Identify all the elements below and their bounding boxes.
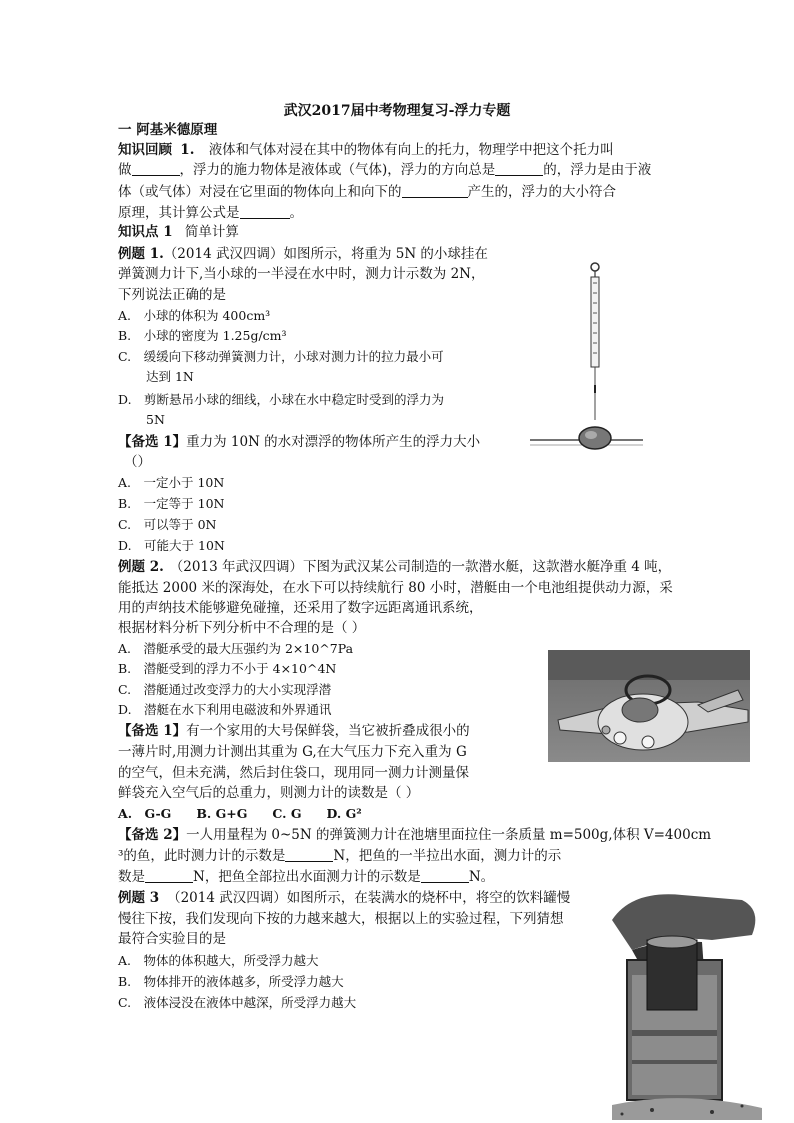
example-2-option-b: B. 潜艇受到的浮力不小于 4×10^4N	[118, 661, 337, 676]
blank	[240, 204, 290, 219]
backup-2-line-1: 【备选 1】有一个家用的大号保鲜袋，当它被折叠成很小的	[118, 723, 470, 739]
example-2-line-4: 根据材料分析下列分析中不合理的是（ ）	[118, 620, 366, 636]
backup-3-line-1: 【备选 2】一人用量程为 0~5N 的弹簧测力计在池塘里面拉住一条质量 m=500g,体积 V=400cm	[118, 827, 712, 843]
backup-1-option-c: C. 可以等于 0N	[118, 517, 217, 532]
blank	[285, 847, 333, 862]
blank	[132, 161, 180, 176]
example-3-line-1: 例题 3 （2014 武汉四调）如图所示，在装满水的烧杯中，将空的饮料罐慢	[118, 890, 571, 906]
example-2-option-a: A. 潜艇承受的最大压强约为 2×10^7Pa	[118, 641, 354, 656]
example-3-line-2: 慢往下按，我们发现向下按的力越来越大，根据以上的实验过程，下列猜想	[118, 911, 564, 927]
backup-1-line-2: （）	[124, 454, 151, 470]
backup-3-line-2: ³的鱼，此时测力计的示数是 N，把鱼的一半拉出水面，测力计的示	[118, 848, 562, 864]
backup-2-options: A. G-G B. G+G C. G D. G²	[118, 806, 362, 821]
backup-1-option-a: A. 一定小于 10N	[118, 475, 225, 490]
spring-scale-figure	[525, 255, 645, 470]
blank	[145, 868, 193, 883]
example-2-option-d: D. 潜艇在水下利用电磁波和外界通讯	[118, 702, 332, 717]
example-3-option-b: B. 物体排开的液体越多，所受浮力越大	[118, 974, 344, 989]
blank	[495, 161, 543, 176]
example-1-line-3: 下列说法正确的是	[118, 287, 226, 303]
review-line-1: 知识回顾 1. 液体和气体对浸在其中的物体有向上的托力，物理学中把这个托力叫	[118, 142, 614, 158]
submarine-photo	[548, 650, 750, 762]
example-1-option-d-cont: 5N	[146, 412, 165, 427]
blank	[421, 868, 469, 883]
example-1-option-b: B. 小球的密度为 1.25g/cm³	[118, 328, 287, 343]
blank	[402, 183, 468, 198]
example-2-line-3: 用的声纳技术能够避免碰撞，还采用了数字远距离通讯系统，	[118, 600, 483, 616]
review-line-2: 做 ，浮力的施力物体是液体或（气体)，浮力的方向总是 的，浮力是由于液	[118, 162, 652, 178]
example-3-option-a: A. 物体的体积越大，所受浮力越大	[118, 953, 319, 968]
page-title: 武汉2017届中考物理复习-浮力专题	[283, 103, 511, 119]
example-1-option-a: A. 小球的体积为 400cm³	[118, 308, 271, 323]
example-3-option-c: C. 液体浸没在液体中越深，所受浮力越大	[118, 995, 357, 1010]
example-1-line-2: 弹簧测力计下,当小球的一半浸在水中时，测力计示数为 2N，	[118, 266, 485, 282]
backup-2-line-4: 鲜袋充入空气后的总重力，则测力计的读数是（ ）	[118, 785, 420, 801]
section-heading: 一 阿基米德原理	[118, 122, 218, 138]
backup-2-line-2: 一薄片时,用测力计测出其重为 G,在大气压力下充入重为 G	[118, 744, 467, 760]
knowledge-point: 知识点 1 简单计算	[118, 224, 239, 240]
backup-3-line-3: 数是 N，把鱼全部拉出水面测力计的示数是 N。	[118, 869, 495, 885]
backup-1-option-b: B. 一定等于 10N	[118, 496, 225, 511]
example-1-line-1: 例题 1.（2014 武汉四调）如图所示，将重为 5N 的小球挂在	[118, 246, 488, 262]
example-1-option-c-cont: 达到 1N	[146, 369, 194, 384]
example-2-line-2: 能抵达 2000 米的深海处，在水下可以持续航行 80 小时，潜艇由一个电池组提供动力源，采	[118, 580, 673, 596]
beaker-can-photo	[592, 880, 772, 1120]
example-2-line-1: 例题 2. （2013 年武汉四调）下图为武汉某公司制造的一款潜水艇，这款潜水艇净重 4 吨，	[118, 559, 672, 575]
review-line-3: 体（或气体）对浸在它里面的物体向上和向下的 产生的，浮力的大小符合	[118, 184, 616, 200]
example-1-option-c: C. 缓缓向下移动弹簧测力计，小球对测力计的拉力最小可	[118, 349, 444, 364]
review-line-4: 原理，其计算公式是 。	[118, 205, 303, 221]
backup-2-line-3: 的空气，但未充满，然后封住袋口，现用同一测力计测量保	[118, 765, 469, 781]
example-3-line-3: 最符合实验目的是	[118, 931, 226, 947]
backup-1-line-1: 【备选 1】重力为 10N 的水对漂浮的物体所产生的浮力大小	[118, 434, 481, 450]
example-2-option-c: C. 潜艇通过改变浮力的大小实现浮潜	[118, 682, 332, 697]
example-1-option-d: D. 剪断悬吊小球的细线，小球在水中稳定时受到的浮力为	[118, 392, 445, 407]
backup-1-option-d: D. 可能大于 10N	[118, 538, 225, 553]
